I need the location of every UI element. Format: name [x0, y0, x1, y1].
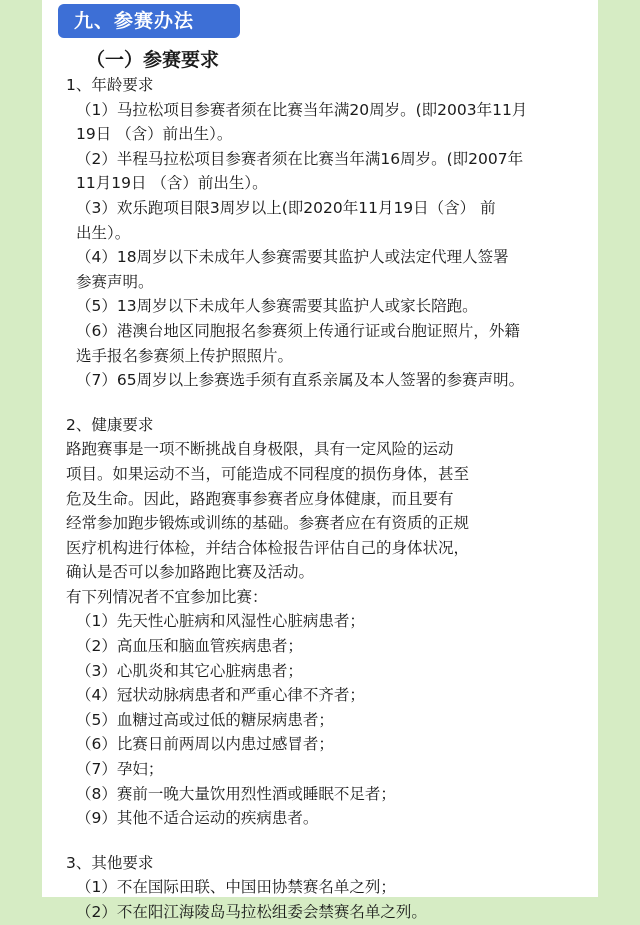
health-condition-item: （9）其他不适合运动的疾病患者。: [76, 809, 319, 828]
spacer: [66, 831, 580, 851]
health-paragraph-line: 路跑赛事是一项不断挑战自身极限，具有一定风险的运动: [66, 440, 454, 459]
age-line: （6）港澳台地区同胞报名参赛须上传通行证或台胞证照片，外籍: [76, 321, 520, 340]
health-condition-item: （4）冠状动脉病患者和严重心律不齐者；: [76, 686, 365, 705]
age-line: （5）13周岁以下未成年人参赛需要其监护人或家长陪跑。: [76, 297, 478, 316]
age-line: 选手报名参赛须上传护照照片。: [76, 346, 294, 365]
age-line: 参赛声明。: [76, 272, 154, 291]
age-line: （4）18周岁以下未成年人参赛需要其监护人或法定代理人签署: [76, 248, 509, 267]
age-line: （2）半程马拉松项目参赛者须在比赛当年满16周岁。(即2007年: [76, 149, 524, 168]
section-heading-tab: 九、参赛办法: [58, 4, 240, 38]
other-requirement-item: （1）不在国际田联、中国田协禁赛名单之列；: [76, 878, 396, 897]
health-condition-item: （7）孕妇；: [76, 760, 164, 779]
health-condition-item: （6）比赛日前两周以内患过感冒者；: [76, 735, 334, 754]
health-paragraph-line: 医疗机构进行体检，并结合体检报告评估自己的身体状况，: [66, 538, 470, 557]
age-line: （1）马拉松项目参赛者须在比赛当年满20周岁。(即2003年11月: [76, 100, 528, 119]
age-line: 19日 （含）前出生）。: [76, 125, 233, 144]
age-heading: 1、年龄要求: [66, 76, 154, 94]
age-line: （7）65周岁以上参赛选手须有直系亲属及本人签署的参赛声明。: [76, 371, 525, 390]
health-paragraph-line: 确认是否可以参加路跑比赛及活动。: [66, 563, 315, 582]
document-body: [66, 73, 580, 925]
age-line: 11月19日 （含）前出生）。: [76, 174, 268, 193]
other-requirement-item: （2）不在阳江海陵岛马拉松组委会禁赛名单之列。: [76, 903, 427, 921]
age-line: 出生）。: [76, 223, 131, 242]
health-intro: 有下列情况者不宜参加比赛：: [66, 587, 268, 606]
health-paragraph-line: 项目。如果运动不当，可能造成不同程度的损伤身体，甚至: [66, 464, 470, 483]
age-line: （3）欢乐跑项目限3周岁以上(即2020年11月19日（含） 前: [76, 198, 496, 217]
health-condition-item: （1）先天性心脏病和风湿性心脏病患者；: [76, 612, 365, 631]
subsection-heading: （一）参赛要求: [86, 49, 220, 71]
health-heading: 2、健康要求: [66, 415, 154, 434]
other-heading: 3、其他要求: [66, 853, 154, 872]
health-condition-item: （3）心肌炎和其它心脏病患者；: [76, 661, 303, 680]
spacer: [66, 393, 580, 413]
health-condition-item: （2）高血压和脑血管疾病患者；: [76, 637, 303, 656]
health-condition-item: （8）赛前一晚大量饮用烈性酒或睡眠不足者；: [76, 784, 396, 803]
health-paragraph-line: 经常参加跑步锻炼或训练的基础。参赛者应在有资质的正规: [66, 514, 470, 533]
health-condition-item: （5）血糖过高或过低的糖尿病患者；: [76, 710, 334, 729]
health-paragraph-line: 危及生命。因此，路跑赛事参赛者应身体健康，而且要有: [66, 489, 454, 508]
